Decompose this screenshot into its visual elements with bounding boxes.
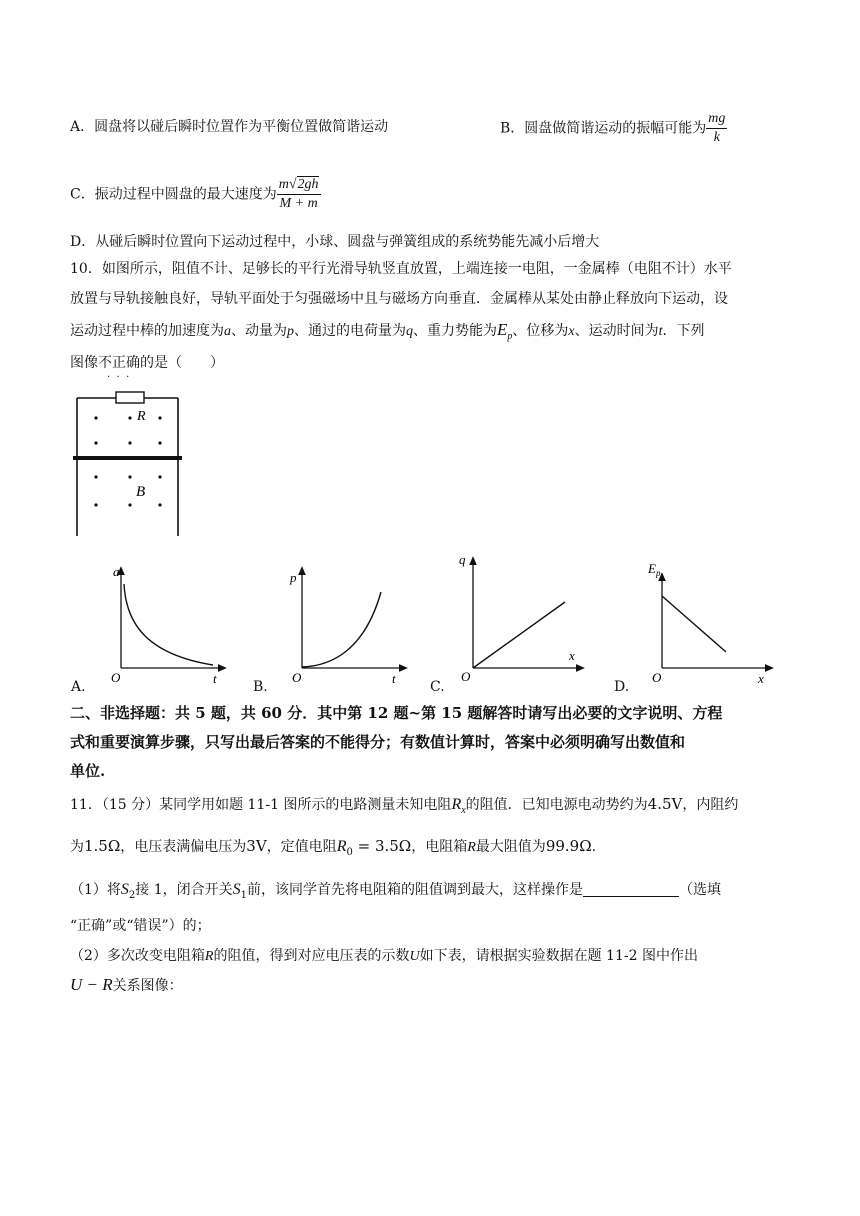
rails	[77, 398, 178, 536]
option-9b-text: B．圆盘做简谐运动的振幅可能为	[500, 120, 707, 137]
origin-label: O	[461, 669, 471, 684]
graph-a-option: A.	[71, 679, 86, 695]
section-heading-line-2: 式和重要演算步骤，只写出最后答案的不能得分；有数值计算时，答案中必须明确写出数值和	[70, 733, 686, 751]
origin-label: O	[652, 670, 662, 685]
graph-b	[284, 562, 408, 686]
option-9c-text: C．振动过程中圆盘的最大速度为	[70, 186, 277, 203]
q10-line-2: 放置与导轨接触良好，导轨平面处于匀强磁场中且与磁场方向垂直．金属棒从某处由静止释放向下运动，设	[70, 291, 728, 307]
x-axis-label: t	[392, 671, 396, 686]
resistor-symbol	[116, 392, 144, 403]
fraction-mg-over-k: $\frac{mg}{k}$	[708, 111, 726, 145]
linear-line	[473, 602, 565, 668]
emphasis-dots: · · ·	[107, 372, 130, 383]
option-9c	[70, 176, 321, 213]
graph-d-option: D.	[614, 679, 630, 695]
q11-part-1-line-1: （1）将$S_2$接 1，闭合开关$S_1$前，该同学首先将电阻箱的阻值调到最大，这样操作是 （选填	[70, 881, 722, 901]
q10-line-4: 图像不正确的是（ ）	[70, 355, 224, 371]
x-axis-label: t	[213, 671, 217, 686]
x-axis-label: x	[758, 671, 764, 686]
answer-blank[interactable]	[583, 882, 679, 897]
option-9b	[500, 110, 727, 147]
y-axis-label: $E_p$	[648, 561, 661, 578]
q11-part-2-line-2: U − R关系图像：	[70, 975, 183, 994]
q11-part-2-line-1: （2）多次改变电阻箱R的阻值，得到对应电压表的示数U如下表，请根据实验数据在题 11-2 图中作出	[70, 948, 698, 964]
origin-label: O	[111, 670, 121, 685]
rail-circuit-figure	[70, 388, 186, 538]
resistor-label: R	[137, 409, 146, 424]
fraction-max-speed: $\frac{m√2gh}{M + m}$	[278, 177, 319, 211]
graph-b-option: B.	[253, 679, 268, 695]
field-dots	[94, 416, 161, 506]
decay-curve	[124, 584, 213, 665]
graph-d	[644, 556, 774, 686]
q11-line-2: 为1.5Ω，电压表满偏电压为3V，定值电阻$R_0 = 3.5\Omega$，电阻箱R最大阻值为99.9Ω.	[70, 837, 597, 858]
graph-a	[105, 562, 227, 686]
option-9d: D．从碰后瞬时位置向下运动过程中，小球、圆盘与弹簧组成的系统势能先减小后增大	[70, 234, 600, 250]
field-label: B	[136, 484, 146, 500]
q10-line-3: 运动过程中棒的加速度为a、动量为p、通过的电荷量为q、重力势能为$E_p$、位移为x、运动时间为t．下列	[70, 320, 705, 342]
q10-line-1: 10．如图所示，阻值不计、足够长的平行光滑导轨竖直放置，上端连接一电阻，一金属棒（电阻不计）水平	[70, 261, 732, 277]
section-heading-line-3: 单位.	[70, 762, 106, 780]
graph-c-option: C.	[430, 679, 445, 695]
y-axis-label: a	[113, 564, 120, 579]
section-heading-line-1: 二、非选择题：共 5 题，共 60 分．其中第 12 题~第 15 题解答时请写出必要的文字说明、方程	[70, 704, 723, 722]
rising-curve	[302, 592, 381, 667]
q11-part-1-line-2: “正确”或“错误”）的；	[70, 918, 211, 934]
x-axis-label: x	[569, 648, 575, 663]
y-axis-label: q	[459, 552, 466, 567]
q11-line-1: 11．（15 分）某同学用如题 11-1 图所示的电路测量未知电阻$R_x$的阻值．已知电源电动势约为4.5V，内阻约	[70, 795, 739, 816]
option-9a: A．圆盘将以碰后瞬时位置作为平衡位置做简谐运动	[70, 119, 389, 135]
decreasing-line	[662, 596, 726, 652]
y-axis-label: p	[290, 570, 297, 585]
origin-label: O	[292, 670, 302, 685]
graph-c	[455, 550, 585, 684]
